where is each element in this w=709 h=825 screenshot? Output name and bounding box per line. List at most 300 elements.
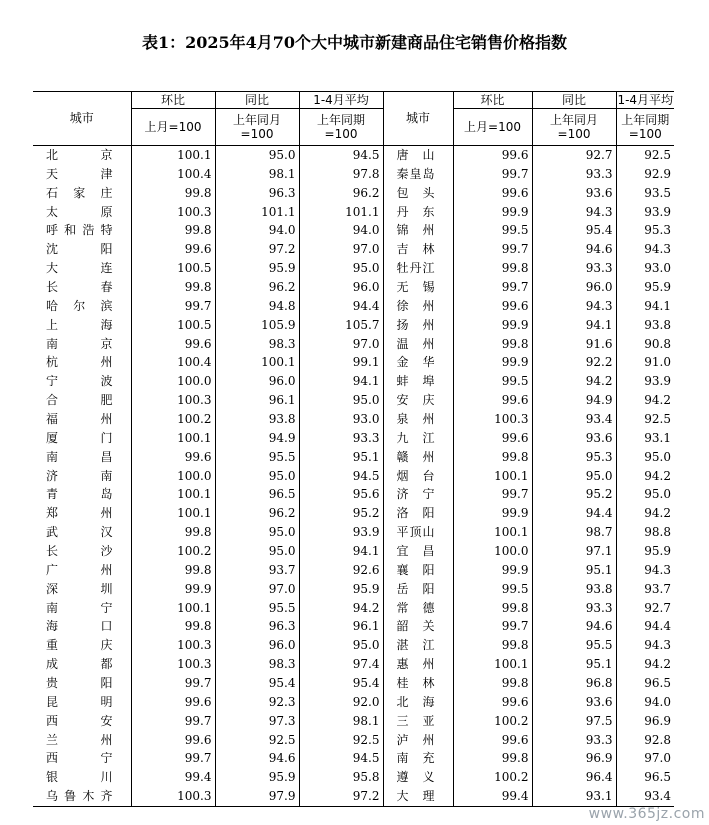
avg-index-cell: 94.5 — [299, 467, 383, 486]
mom-index-cell: 100.0 — [131, 467, 215, 486]
mom-index-cell: 99.9 — [131, 580, 215, 599]
avg-index-cell: 95.9 — [616, 542, 674, 561]
mom-index-cell: 100.5 — [131, 316, 215, 335]
avg-index-cell: 92.6 — [299, 561, 383, 580]
yoy-index-cell: 94.3 — [532, 203, 616, 222]
yoy-index-cell: 93.3 — [532, 599, 616, 618]
table-row — [33, 523, 674, 542]
city-name-cell: 石家庄 — [46, 185, 113, 200]
mom-index-cell: 100.2 — [131, 410, 215, 429]
avg-index-cell: 94.3 — [616, 561, 674, 580]
table-row — [33, 240, 674, 259]
yoy-index-cell: 95.2 — [532, 485, 616, 504]
city-name-cell: 平顶山 — [383, 523, 453, 542]
yoy-index-cell: 98.7 — [532, 523, 616, 542]
table-row — [33, 203, 674, 222]
yoy-index-cell: 95.0 — [215, 146, 299, 165]
mom-index-cell: 100.0 — [131, 372, 215, 391]
city-name-cell: 洛阳 — [383, 504, 453, 523]
subheader-tb-right: 上年同月 =100 — [532, 109, 616, 146]
yoy-index-cell: 96.1 — [215, 391, 299, 410]
yoy-index-cell: 94.6 — [215, 750, 299, 769]
avg-index-cell: 97.2 — [299, 787, 383, 806]
table-row — [33, 448, 674, 467]
yoy-index-cell: 98.3 — [215, 335, 299, 354]
mom-index-cell: 99.8 — [453, 335, 532, 354]
table-row — [33, 335, 674, 354]
table-row — [33, 146, 674, 165]
city-name-cell: 长沙 — [46, 543, 113, 558]
avg-index-cell: 97.0 — [299, 240, 383, 259]
city-name-cell: 厦门 — [46, 430, 113, 445]
avg-index-cell: 96.5 — [616, 768, 674, 787]
yoy-index-cell: 96.0 — [215, 636, 299, 655]
avg-index-cell: 94.2 — [299, 599, 383, 618]
yoy-index-cell: 97.1 — [532, 542, 616, 561]
yoy-index-cell: 94.9 — [215, 429, 299, 448]
avg-index-cell: 95.1 — [299, 448, 383, 467]
mom-index-cell: 99.6 — [453, 693, 532, 712]
table-header — [33, 92, 674, 146]
avg-index-cell: 94.1 — [299, 542, 383, 561]
yoy-index-cell: 93.6 — [532, 693, 616, 712]
table-row — [33, 542, 674, 561]
avg-index-cell: 94.5 — [299, 750, 383, 769]
avg-index-cell: 95.9 — [299, 580, 383, 599]
yoy-index-cell: 96.2 — [215, 278, 299, 297]
subheader-tb-left: 上年同月 =100 — [215, 109, 299, 146]
avg-index-cell: 95.0 — [299, 259, 383, 278]
mom-index-cell: 99.7 — [131, 674, 215, 693]
table-row — [33, 750, 674, 769]
avg-index-cell: 94.0 — [299, 221, 383, 240]
yoy-index-cell: 93.8 — [532, 580, 616, 599]
avg-index-cell: 94.1 — [616, 297, 674, 316]
mom-index-cell: 100.2 — [453, 768, 532, 787]
mom-index-cell: 99.6 — [131, 693, 215, 712]
yoy-index-cell: 93.3 — [532, 731, 616, 750]
yoy-index-cell: 97.2 — [215, 240, 299, 259]
yoy-index-cell: 95.4 — [215, 674, 299, 693]
yoy-index-cell: 97.9 — [215, 787, 299, 806]
avg-index-cell: 93.1 — [616, 429, 674, 448]
city-name-cell: 泉州 — [383, 410, 453, 429]
mom-index-cell: 100.3 — [131, 636, 215, 655]
mom-index-cell: 99.8 — [453, 448, 532, 467]
yoy-index-cell: 93.4 — [532, 410, 616, 429]
yoy-index-cell: 96.8 — [532, 674, 616, 693]
mom-index-cell: 99.7 — [453, 617, 532, 636]
mom-index-cell: 99.7 — [453, 278, 532, 297]
city-name-cell: 秦皇岛 — [383, 165, 453, 184]
yoy-index-cell: 92.2 — [532, 353, 616, 372]
subheader-avg-right: 上年同期 =100 — [616, 109, 674, 146]
avg-index-cell: 93.9 — [616, 372, 674, 391]
yoy-index-cell: 97.0 — [215, 580, 299, 599]
city-name-cell: 沈阳 — [46, 242, 113, 257]
yoy-index-cell: 94.6 — [532, 240, 616, 259]
mom-index-cell: 99.6 — [453, 297, 532, 316]
city-name-cell: 北海 — [383, 693, 453, 712]
yoy-index-cell: 94.3 — [532, 297, 616, 316]
subheader-hb-left: 上月=100 — [131, 109, 215, 146]
mom-index-cell: 99.9 — [453, 561, 532, 580]
mom-index-cell: 99.7 — [131, 712, 215, 731]
city-name-cell: 重庆 — [46, 638, 113, 653]
city-name-cell: 韶关 — [383, 617, 453, 636]
table-row — [33, 297, 674, 316]
yoy-index-cell: 105.9 — [215, 316, 299, 335]
mom-index-cell: 99.7 — [453, 485, 532, 504]
yoy-index-cell: 96.0 — [532, 278, 616, 297]
city-name-cell: 安庆 — [383, 391, 453, 410]
city-name-cell: 徐州 — [383, 297, 453, 316]
city-name-cell: 赣州 — [383, 448, 453, 467]
mom-index-cell: 99.8 — [453, 674, 532, 693]
mom-index-cell: 100.1 — [453, 523, 532, 542]
avg-index-cell: 92.8 — [616, 731, 674, 750]
city-name-cell: 兰州 — [46, 732, 113, 747]
yoy-index-cell: 95.1 — [532, 561, 616, 580]
mom-index-cell: 100.1 — [453, 467, 532, 486]
mom-index-cell: 99.8 — [131, 523, 215, 542]
mom-index-cell: 100.4 — [131, 165, 215, 184]
avg-index-cell: 98.1 — [299, 712, 383, 731]
table-row — [33, 221, 674, 240]
mom-index-cell: 99.9 — [453, 504, 532, 523]
yoy-index-cell: 92.5 — [215, 731, 299, 750]
table-row — [33, 768, 674, 787]
avg-index-cell: 96.5 — [616, 674, 674, 693]
mom-index-cell: 99.6 — [453, 731, 532, 750]
avg-index-cell: 94.3 — [616, 240, 674, 259]
table-title: 表1：2025年4月70个大中城市新建商品住宅销售价格指数 — [141, 33, 568, 52]
city-name-cell: 泸州 — [383, 731, 453, 750]
yoy-index-cell: 98.3 — [215, 655, 299, 674]
avg-index-cell: 97.0 — [616, 750, 674, 769]
city-name-cell: 唐山 — [383, 146, 453, 165]
city-name-cell: 广州 — [46, 562, 113, 577]
city-name-cell: 大理 — [383, 787, 453, 806]
avg-index-cell: 96.1 — [299, 617, 383, 636]
city-name-cell: 上海 — [46, 317, 113, 332]
table-row — [33, 429, 674, 448]
mom-index-cell: 99.6 — [453, 391, 532, 410]
avg-index-cell: 94.1 — [299, 372, 383, 391]
yoy-index-cell: 95.0 — [215, 467, 299, 486]
avg-index-cell: 92.5 — [299, 731, 383, 750]
city-name-cell: 南京 — [46, 336, 113, 351]
avg-index-cell: 94.2 — [616, 391, 674, 410]
yoy-index-cell: 100.1 — [215, 353, 299, 372]
mom-index-cell: 100.3 — [131, 655, 215, 674]
yoy-index-cell: 95.9 — [215, 259, 299, 278]
city-name-cell: 长春 — [46, 279, 113, 294]
avg-index-cell: 96.9 — [616, 712, 674, 731]
avg-index-cell: 92.9 — [616, 165, 674, 184]
yoy-index-cell: 95.0 — [215, 523, 299, 542]
city-name-cell: 丹东 — [383, 203, 453, 222]
yoy-index-cell: 93.8 — [215, 410, 299, 429]
city-name-cell: 烟台 — [383, 467, 453, 486]
yoy-index-cell: 93.3 — [532, 165, 616, 184]
mom-index-cell: 99.7 — [453, 240, 532, 259]
table-row — [33, 410, 674, 429]
mom-index-cell: 99.5 — [453, 221, 532, 240]
city-name-cell: 郑州 — [46, 506, 113, 521]
avg-index-cell: 97.0 — [299, 335, 383, 354]
city-name-cell: 贵阳 — [46, 675, 113, 690]
city-name-cell: 三亚 — [383, 712, 453, 731]
mom-index-cell: 99.6 — [131, 448, 215, 467]
avg-index-cell: 97.8 — [299, 165, 383, 184]
avg-index-cell: 92.7 — [616, 599, 674, 618]
mom-index-cell: 100.1 — [131, 599, 215, 618]
city-name-cell: 海口 — [46, 619, 113, 634]
mom-index-cell: 100.5 — [131, 259, 215, 278]
table-row — [33, 580, 674, 599]
mom-index-cell: 99.6 — [131, 731, 215, 750]
yoy-index-cell: 96.3 — [215, 184, 299, 203]
mom-index-cell: 100.0 — [453, 542, 532, 561]
mom-index-cell: 99.7 — [453, 165, 532, 184]
avg-index-cell: 93.9 — [299, 523, 383, 542]
mom-index-cell: 99.4 — [131, 768, 215, 787]
yoy-index-cell: 96.5 — [215, 485, 299, 504]
city-name-cell: 青岛 — [46, 487, 113, 502]
city-name-cell: 九江 — [383, 429, 453, 448]
city-name-cell: 福州 — [46, 411, 113, 426]
city-name-cell: 无锡 — [383, 278, 453, 297]
mom-index-cell: 99.8 — [453, 636, 532, 655]
mom-index-cell: 99.8 — [131, 221, 215, 240]
header-tb-right: 同比 — [532, 92, 616, 109]
avg-index-cell: 92.5 — [616, 410, 674, 429]
mom-index-cell: 99.5 — [453, 372, 532, 391]
table-row — [33, 731, 674, 750]
city-name-cell: 深圳 — [46, 581, 113, 596]
avg-index-cell: 95.0 — [616, 448, 674, 467]
table-row — [33, 599, 674, 618]
city-name-cell: 昆明 — [46, 694, 113, 709]
yoy-index-cell: 95.1 — [532, 655, 616, 674]
mom-index-cell: 100.4 — [131, 353, 215, 372]
yoy-index-cell: 94.8 — [215, 297, 299, 316]
mom-index-cell: 99.6 — [453, 146, 532, 165]
table-row — [33, 467, 674, 486]
avg-index-cell: 95.3 — [616, 221, 674, 240]
mom-index-cell: 99.5 — [453, 580, 532, 599]
avg-index-cell: 95.6 — [299, 485, 383, 504]
yoy-index-cell: 97.5 — [532, 712, 616, 731]
avg-index-cell: 93.0 — [299, 410, 383, 429]
mom-index-cell: 99.6 — [131, 335, 215, 354]
avg-index-cell: 95.0 — [299, 391, 383, 410]
table-row — [33, 372, 674, 391]
city-name-cell: 蚌埠 — [383, 372, 453, 391]
city-name-cell: 天津 — [46, 166, 113, 181]
header-hb-left: 环比 — [131, 92, 215, 109]
yoy-index-cell: 98.1 — [215, 165, 299, 184]
table-row — [33, 391, 674, 410]
city-name-cell: 金华 — [383, 353, 453, 372]
mom-index-cell: 100.1 — [131, 504, 215, 523]
avg-index-cell: 93.5 — [616, 184, 674, 203]
mom-index-cell: 99.8 — [131, 617, 215, 636]
yoy-index-cell: 94.9 — [532, 391, 616, 410]
yoy-index-cell: 97.3 — [215, 712, 299, 731]
avg-index-cell: 98.8 — [616, 523, 674, 542]
table-row — [33, 712, 674, 731]
mom-index-cell: 99.6 — [131, 240, 215, 259]
city-name-cell: 银川 — [46, 770, 113, 785]
avg-index-cell: 94.2 — [616, 504, 674, 523]
avg-index-cell: 96.0 — [299, 278, 383, 297]
avg-index-cell: 93.7 — [616, 580, 674, 599]
avg-index-cell: 92.5 — [616, 146, 674, 165]
city-name-cell: 呼和浩特 — [46, 223, 113, 238]
yoy-index-cell: 94.0 — [215, 221, 299, 240]
city-name-cell: 扬州 — [383, 316, 453, 335]
mom-index-cell: 99.8 — [131, 561, 215, 580]
table-row — [33, 561, 674, 580]
avg-index-cell: 97.4 — [299, 655, 383, 674]
yoy-index-cell: 93.7 — [215, 561, 299, 580]
subheader-avg-left: 上年同期 =100 — [299, 109, 383, 146]
table-row — [33, 674, 674, 693]
avg-index-cell: 94.4 — [299, 297, 383, 316]
yoy-index-cell: 95.0 — [532, 467, 616, 486]
avg-index-cell: 93.0 — [616, 259, 674, 278]
city-name-cell: 吉林 — [383, 240, 453, 259]
table-row — [33, 636, 674, 655]
avg-index-cell: 95.0 — [616, 485, 674, 504]
yoy-index-cell: 92.3 — [215, 693, 299, 712]
mom-index-cell: 99.8 — [131, 278, 215, 297]
subheader-hb-right: 上月=100 — [453, 109, 532, 146]
yoy-index-cell: 91.6 — [532, 335, 616, 354]
avg-index-cell: 105.7 — [299, 316, 383, 335]
avg-index-cell: 95.2 — [299, 504, 383, 523]
city-name-cell: 锦州 — [383, 221, 453, 240]
header-city-left: 城市 — [69, 111, 94, 125]
yoy-index-cell: 95.5 — [215, 599, 299, 618]
table-row — [33, 655, 674, 674]
city-name-cell: 湛江 — [383, 636, 453, 655]
city-name-cell: 惠州 — [383, 655, 453, 674]
mom-index-cell: 99.9 — [453, 353, 532, 372]
mom-index-cell: 100.3 — [131, 787, 215, 806]
mom-index-cell: 99.7 — [131, 750, 215, 769]
city-name-cell: 南昌 — [46, 449, 113, 464]
yoy-index-cell: 93.3 — [532, 259, 616, 278]
mom-index-cell: 99.8 — [453, 599, 532, 618]
mom-index-cell: 99.7 — [131, 297, 215, 316]
table-row — [33, 787, 674, 806]
city-name-cell: 南宁 — [46, 600, 113, 615]
yoy-index-cell: 96.2 — [215, 504, 299, 523]
table-row — [33, 617, 674, 636]
yoy-index-cell: 95.5 — [215, 448, 299, 467]
city-name-cell: 济南 — [46, 468, 113, 483]
mom-index-cell: 99.8 — [453, 259, 532, 278]
city-name-cell: 宜昌 — [383, 542, 453, 561]
yoy-index-cell: 93.6 — [532, 429, 616, 448]
yoy-index-cell: 94.6 — [532, 617, 616, 636]
yoy-index-cell: 95.3 — [532, 448, 616, 467]
avg-index-cell: 101.1 — [299, 203, 383, 222]
mom-index-cell: 99.9 — [453, 203, 532, 222]
yoy-index-cell: 92.7 — [532, 146, 616, 165]
table-row — [33, 353, 674, 372]
city-name-cell: 温州 — [383, 335, 453, 354]
yoy-index-cell: 95.4 — [532, 221, 616, 240]
yoy-index-cell: 93.6 — [532, 184, 616, 203]
yoy-index-cell: 95.9 — [215, 768, 299, 787]
table-row — [33, 485, 674, 504]
table-body — [33, 146, 674, 807]
avg-index-cell: 95.4 — [299, 674, 383, 693]
city-name-cell: 包头 — [383, 184, 453, 203]
table-row — [33, 165, 674, 184]
price-index-table — [33, 91, 674, 807]
avg-index-cell: 92.0 — [299, 693, 383, 712]
mom-index-cell: 99.6 — [453, 429, 532, 448]
avg-index-cell: 90.8 — [616, 335, 674, 354]
city-name-cell: 杭州 — [46, 355, 113, 370]
mom-index-cell: 99.9 — [453, 316, 532, 335]
yoy-index-cell: 96.9 — [532, 750, 616, 769]
yoy-index-cell: 101.1 — [215, 203, 299, 222]
avg-index-cell: 94.3 — [616, 636, 674, 655]
city-name-cell: 南充 — [383, 750, 453, 769]
city-name-cell: 桂林 — [383, 674, 453, 693]
avg-index-cell: 95.0 — [299, 636, 383, 655]
city-name-cell: 常德 — [383, 599, 453, 618]
city-name-cell: 乌鲁木齐 — [46, 789, 113, 804]
watermark: www.365jz.com — [588, 806, 705, 822]
mom-index-cell: 100.1 — [131, 429, 215, 448]
header-tb-left: 同比 — [215, 92, 299, 109]
table-row — [33, 316, 674, 335]
avg-index-cell: 91.0 — [616, 353, 674, 372]
mom-index-cell: 100.3 — [131, 203, 215, 222]
yoy-index-cell: 96.3 — [215, 617, 299, 636]
city-name-cell: 北京 — [46, 147, 113, 162]
city-name-cell: 遵义 — [383, 768, 453, 787]
header-hb-right: 环比 — [453, 92, 532, 109]
mom-index-cell: 99.6 — [453, 184, 532, 203]
avg-index-cell: 93.8 — [616, 316, 674, 335]
avg-index-cell: 95.8 — [299, 768, 383, 787]
yoy-index-cell: 95.0 — [215, 542, 299, 561]
avg-index-cell: 99.1 — [299, 353, 383, 372]
mom-index-cell: 100.1 — [453, 655, 532, 674]
mom-index-cell: 100.2 — [453, 712, 532, 731]
mom-index-cell: 100.3 — [453, 410, 532, 429]
mom-index-cell: 99.8 — [131, 184, 215, 203]
city-name-cell: 哈尔滨 — [46, 298, 113, 313]
mom-index-cell: 99.8 — [453, 750, 532, 769]
avg-index-cell: 94.0 — [616, 693, 674, 712]
mom-index-cell: 99.4 — [453, 787, 532, 806]
yoy-index-cell: 94.2 — [532, 372, 616, 391]
city-name-cell: 济宁 — [383, 485, 453, 504]
yoy-index-cell: 93.1 — [532, 787, 616, 806]
table-row — [33, 259, 674, 278]
mom-index-cell: 100.2 — [131, 542, 215, 561]
avg-index-cell: 94.4 — [616, 617, 674, 636]
